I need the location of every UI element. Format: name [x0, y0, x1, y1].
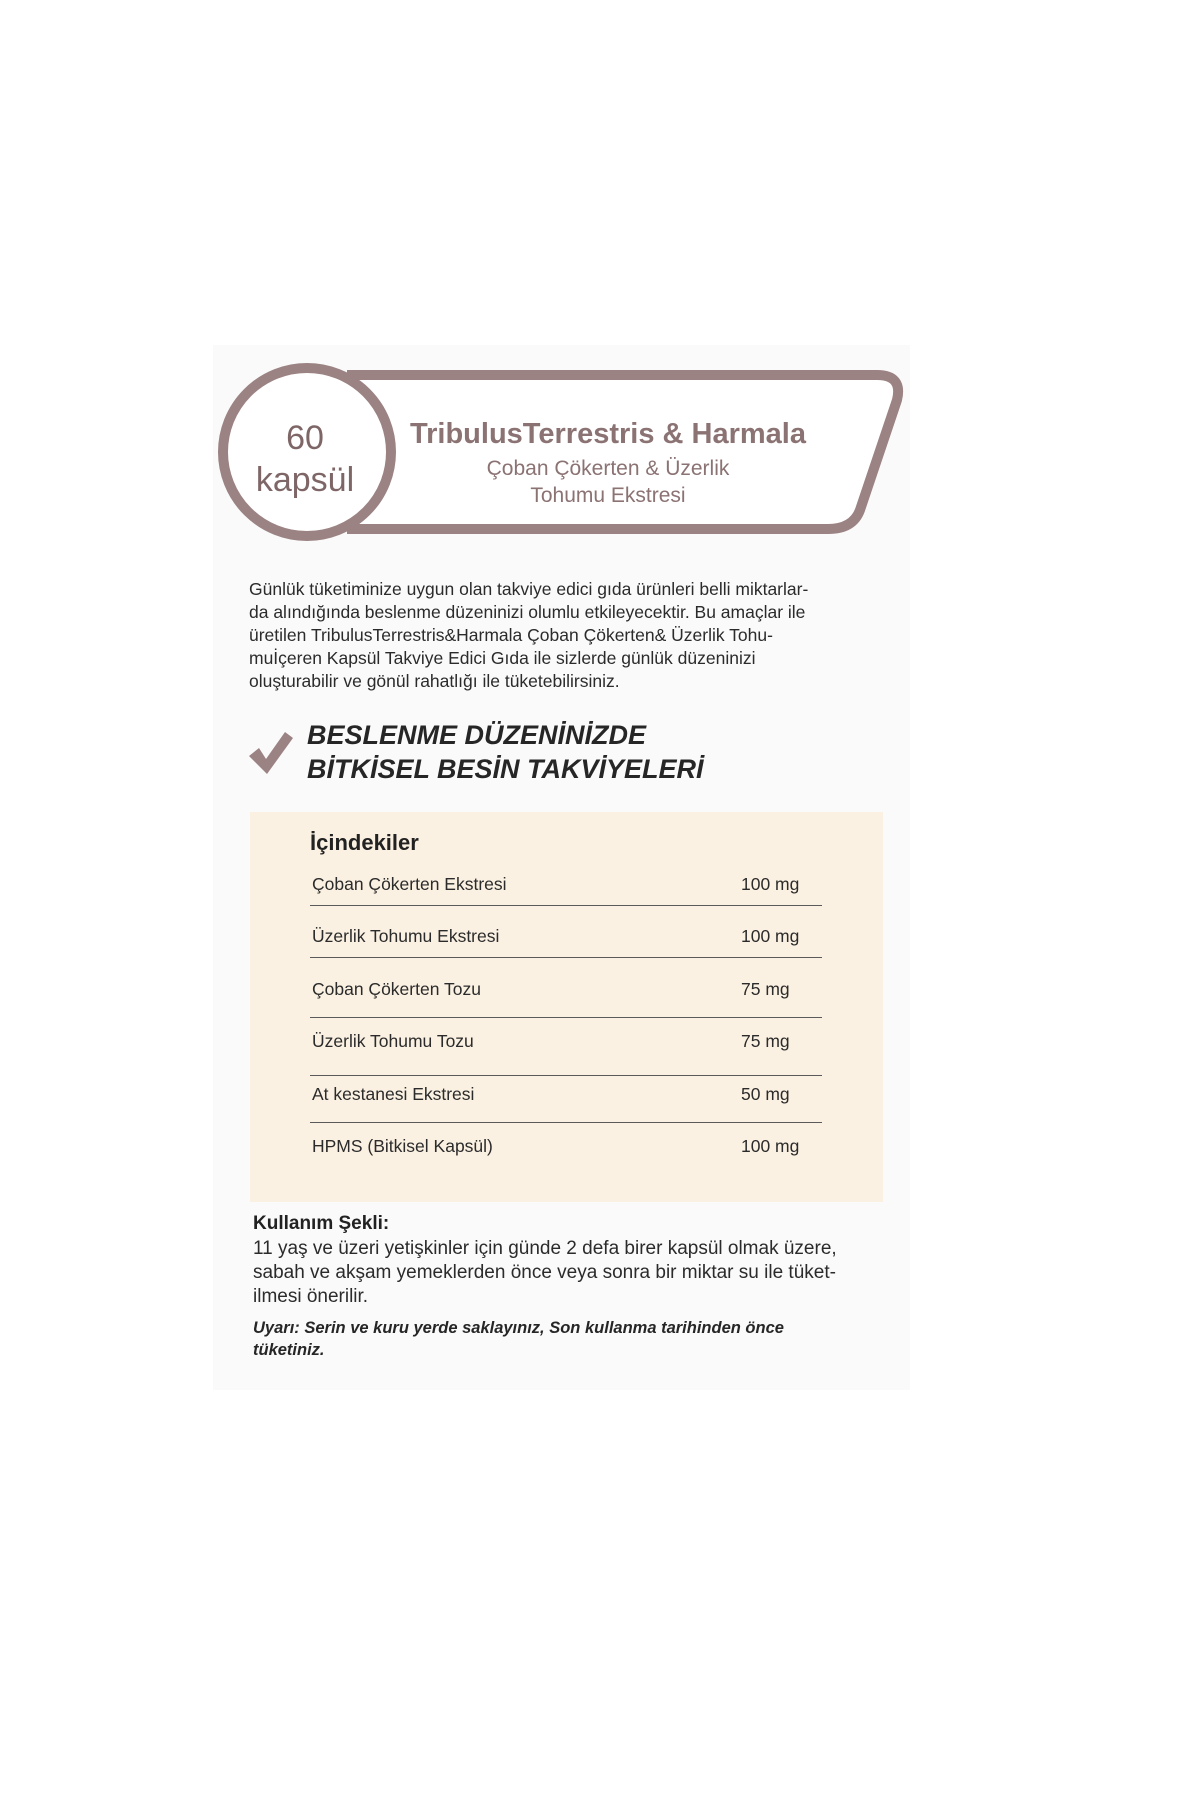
intro-line: da alındığında beslenme düzeninizi olumlu etkileyecektir. Bu amaçlar ile [249, 602, 806, 622]
section-heading-line-1: BESLENME DÜZENİNİZDE [307, 720, 647, 750]
product-subtitle [408, 455, 808, 509]
usage-line: ilmesi önerilir. [253, 1286, 369, 1307]
ingredient-amount: 100 mg [741, 926, 800, 946]
ingredient-divider [310, 1017, 822, 1018]
ingredient-name: HPMS (Bitkisel Kapsül) [312, 1136, 493, 1156]
product-subtitle-line-1: Çoban Çökerten & Üzerlik [486, 457, 730, 480]
intro-line: üretilen TribulusTerrestris&Harmala Çoban Çökerten& Üzerlik Tohu- [249, 625, 773, 645]
ingredient-amount: 75 mg [741, 1031, 790, 1051]
ingredient-amount: 100 mg [741, 874, 800, 894]
ingredient-divider [310, 1075, 822, 1076]
ingredient-amount: 75 mg [741, 979, 790, 999]
ingredient-name: Üzerlik Tohumu Ekstresi [312, 926, 500, 946]
ingredient-row [312, 1031, 822, 1057]
ingredient-row [312, 1084, 822, 1110]
warning-line: Uyarı: Serin ve kuru yerde saklayınız, Son kullanma tarihinden önce [253, 1319, 784, 1337]
ingredient-name: At kestanesi Ekstresi [312, 1084, 475, 1104]
ingredient-amount: 100 mg [741, 1136, 800, 1156]
warning-line: tüketiniz. [253, 1341, 325, 1359]
ingredient-name: Çoban Çökerten Ekstresi [312, 874, 507, 894]
ingredient-row [312, 926, 822, 952]
intro-line: muİçeren Kapsül Takviye Edici Gıda ile sizlerde günlük düzeninizi [249, 648, 756, 668]
product-title-block [408, 417, 808, 509]
checkmark-icon [247, 730, 295, 776]
section-heading-line-2: BİTKİSEL BESİN TAKVİYELERİ [307, 754, 704, 784]
section-heading [307, 718, 704, 786]
capsule-count-badge [245, 417, 365, 501]
ingredient-row [312, 874, 822, 900]
ingredient-name: Üzerlik Tohumu Tozu [312, 1031, 474, 1051]
storage-warning [253, 1317, 893, 1361]
ingredient-divider [310, 1122, 822, 1123]
intro-paragraph [249, 578, 889, 693]
usage-instructions [253, 1237, 893, 1309]
ingredient-amount: 50 mg [741, 1084, 790, 1104]
usage-line: sabah ve akşam yemeklerden önce veya sonra bir miktar su ile tüket- [253, 1262, 836, 1283]
capsule-count: 60 [286, 419, 324, 457]
ingredients-panel [250, 812, 883, 1202]
usage-title: Kullanım Şekli: [253, 1213, 390, 1234]
intro-line: Günlük tüketiminize uygun olan takviye edici gıda ürünleri belli miktarlar- [249, 579, 809, 599]
ingredient-name: Çoban Çökerten Tozu [312, 979, 481, 999]
ingredient-divider [310, 957, 822, 958]
product-title: TribulusTerrestris & Harmala [410, 418, 806, 450]
ingredients-title: İçindekiler [310, 830, 419, 855]
product-label-card [213, 345, 910, 1390]
ingredient-divider [310, 905, 822, 906]
usage-line: 11 yaş ve üzeri yetişkinler için günde 2 defa birer kapsül olmak üzere, [253, 1238, 837, 1259]
ingredient-row [312, 1136, 822, 1162]
product-subtitle-line-2: Tohumu Ekstresi [530, 484, 686, 507]
intro-line: oluşturabilir ve gönül rahatlığı ile tüketebilirsiniz. [249, 671, 620, 691]
capsule-unit: kapsül [255, 461, 355, 499]
ingredient-row [312, 979, 822, 1005]
